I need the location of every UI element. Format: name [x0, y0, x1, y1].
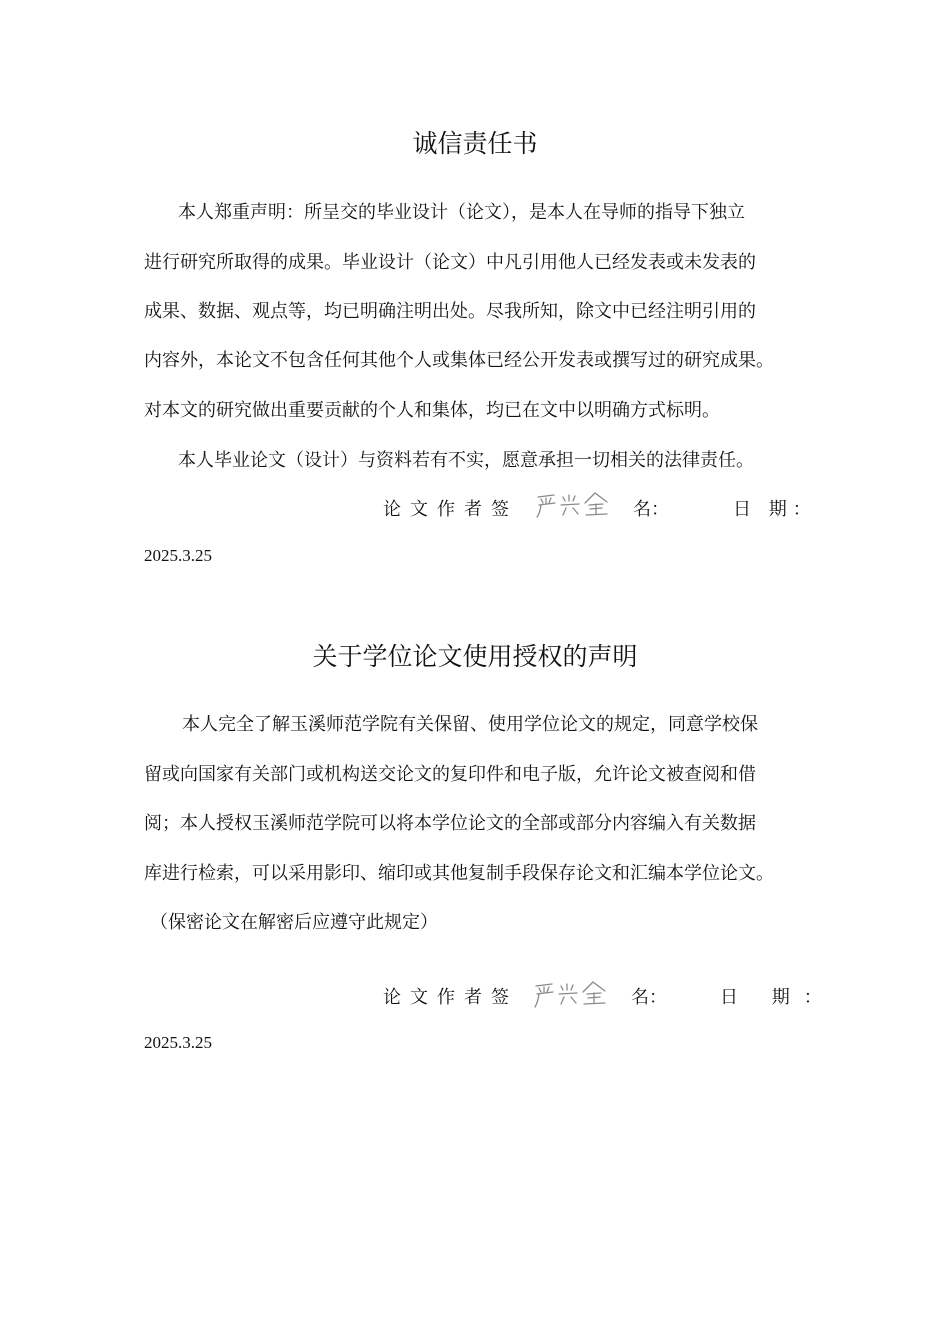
integrity-line-1: 本人郑重声明：所呈交的毕业设计（论文），是本人在导师的指导下独立	[178, 202, 745, 223]
authorization-date: 2025.3.25	[144, 1033, 212, 1052]
authorization-title: 关于学位论文使用授权的声明	[312, 642, 638, 671]
authorization-line-3: 阅；本人授权玉溪师范学院可以将本学位论文的全部或部分内容编入有关数据	[144, 813, 756, 834]
authorization-signature-label: 论文作者签	[383, 987, 518, 1008]
integrity-line-5: 对本文的研究做出重要贡献的个人和集体，均已在文中以明确方式标明。	[144, 400, 720, 421]
integrity-handwritten-signature	[535, 490, 609, 520]
authorization-line-5: （保密论文在解密后应遵守此规定）	[150, 912, 438, 933]
authorization-signature-label-suffix: 名：	[631, 987, 667, 1008]
integrity-line-6: 本人毕业论文（设计）与资料若有不实，愿意承担一切相关的法律责任。	[178, 450, 754, 471]
authorization-line-1: 本人完全了解玉溪师范学院有关保留、使用学位论文的规定，同意学校保	[182, 714, 758, 735]
authorization-date-label: 日 期：	[720, 987, 836, 1008]
integrity-title: 诚信责任书	[412, 129, 538, 158]
integrity-line-4: 内容外，本论文不包含任何其他个人或集体已经公开发表或撰写过的研究成果。	[144, 350, 774, 371]
integrity-date: 2025.3.25	[144, 546, 212, 565]
integrity-signature-label-suffix: 名：	[633, 499, 669, 520]
authorization-handwritten-signature	[533, 979, 607, 1009]
authorization-line-2: 留或向国家有关部门或机构送交论文的复印件和电子版，允许论文被查阅和借	[144, 764, 756, 785]
integrity-signature-label: 论文作者签	[383, 499, 518, 520]
authorization-line-4: 库进行检索，可以采用影印、缩印或其他复制手段保存论文和汇编本学位论文。	[144, 863, 774, 884]
integrity-line-3: 成果、数据、观点等，均已明确注明出处。尽我所知，除文中已经注明引用的	[144, 301, 756, 322]
integrity-line-2: 进行研究所取得的成果。毕业设计（论文）中凡引用他人已经发表或未发表的	[144, 252, 756, 273]
integrity-date-label: 日 期：	[733, 499, 817, 520]
